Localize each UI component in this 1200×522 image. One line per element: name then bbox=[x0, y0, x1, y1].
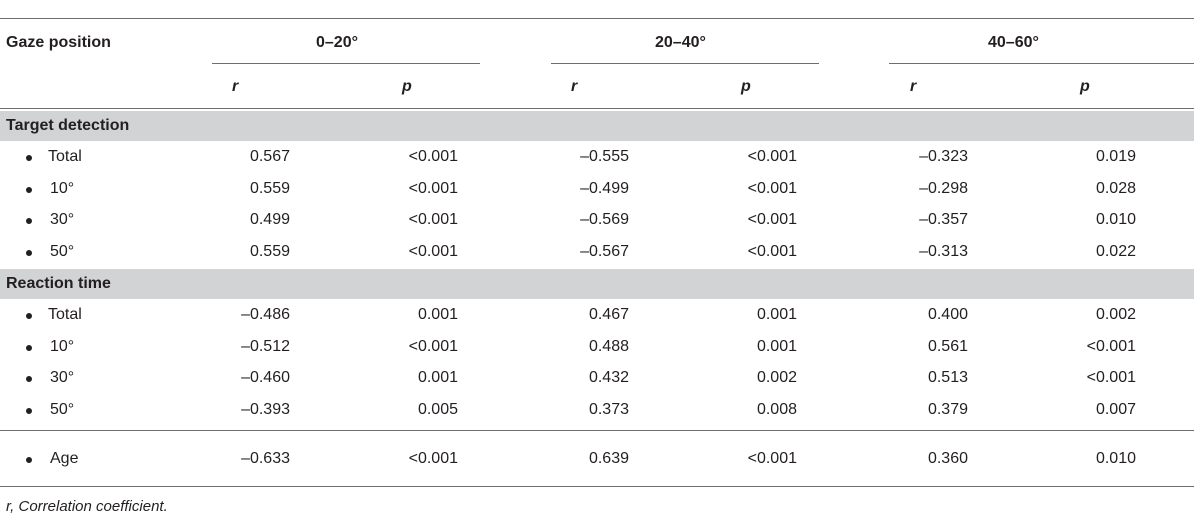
cell-r-40-60: 0.400 bbox=[927, 306, 968, 323]
cell-p-40-60: 0.010 bbox=[1095, 211, 1136, 228]
cell-r-0-20: –0.633 bbox=[241, 450, 290, 467]
cell-p-0-20: <0.001 bbox=[408, 211, 458, 228]
cell-r-40-60: –0.298 bbox=[919, 180, 968, 197]
cell-r-0-20: 0.567 bbox=[249, 148, 290, 165]
cell-p-0-20: <0.001 bbox=[408, 180, 458, 197]
cell-p-20-40: <0.001 bbox=[747, 180, 797, 197]
cell-p-40-60: 0.022 bbox=[1095, 243, 1136, 260]
bullet-icon bbox=[26, 457, 32, 463]
age-separator-rule bbox=[0, 430, 1194, 431]
cell-r-20-40: –0.555 bbox=[580, 148, 629, 165]
table-row bbox=[0, 300, 1194, 331]
cell-r-40-60: –0.357 bbox=[919, 211, 968, 228]
bullet-icon bbox=[26, 187, 32, 193]
cell-r-0-20: –0.393 bbox=[241, 401, 290, 418]
cell-r-40-60: –0.323 bbox=[919, 148, 968, 165]
cell-r-40-60: 0.360 bbox=[927, 450, 968, 467]
cell-p-40-60: 0.007 bbox=[1095, 401, 1136, 418]
table-row bbox=[0, 363, 1194, 394]
table-row-age bbox=[0, 444, 1194, 475]
subheader-p: p bbox=[1080, 78, 1090, 95]
table-top-rule bbox=[0, 18, 1194, 19]
cell-r-0-20: 0.499 bbox=[249, 211, 290, 228]
cell-p-0-20: <0.001 bbox=[408, 243, 458, 260]
subheader-r: r bbox=[910, 78, 917, 95]
subheader-r: r bbox=[232, 78, 239, 95]
header-group-20-40: 20–40° bbox=[655, 34, 706, 51]
cell-p-20-40: <0.001 bbox=[747, 450, 797, 467]
header-group-40-60: 40–60° bbox=[988, 34, 1039, 51]
cell-r-0-20: 0.559 bbox=[249, 243, 290, 260]
row-label: 30° bbox=[50, 211, 75, 228]
bullet-icon bbox=[26, 376, 32, 382]
cell-p-40-60: 0.028 bbox=[1095, 180, 1136, 197]
header-gaze-position: Gaze position bbox=[6, 34, 111, 51]
cell-p-0-20: 0.001 bbox=[417, 369, 458, 386]
cell-r-0-20: –0.486 bbox=[241, 306, 290, 323]
group-underline-20-40 bbox=[551, 63, 819, 64]
cell-p-40-60: <0.001 bbox=[1086, 338, 1136, 355]
cell-p-20-40: <0.001 bbox=[747, 148, 797, 165]
row-label: Age bbox=[50, 450, 79, 467]
cell-r-20-40: 0.639 bbox=[588, 450, 629, 467]
cell-p-40-60: 0.019 bbox=[1095, 148, 1136, 165]
cell-r-40-60: 0.561 bbox=[927, 338, 968, 355]
cell-p-0-20: 0.005 bbox=[417, 401, 458, 418]
table-row bbox=[0, 332, 1194, 363]
bullet-icon bbox=[26, 313, 32, 319]
cell-p-40-60: 0.010 bbox=[1095, 450, 1136, 467]
row-label: 50° bbox=[50, 243, 75, 260]
row-label: 10° bbox=[50, 180, 75, 197]
subheader-p: p bbox=[402, 78, 412, 95]
row-label: Total bbox=[48, 148, 82, 165]
cell-r-20-40: 0.488 bbox=[588, 338, 629, 355]
section-band-target-detection bbox=[0, 111, 1194, 141]
bullet-icon bbox=[26, 218, 32, 224]
cell-r-0-20: –0.460 bbox=[241, 369, 290, 386]
bullet-icon bbox=[26, 155, 32, 161]
cell-r-20-40: –0.567 bbox=[580, 243, 629, 260]
cell-p-20-40: <0.001 bbox=[747, 211, 797, 228]
cell-p-0-20: 0.001 bbox=[417, 306, 458, 323]
cell-r-0-20: 0.559 bbox=[249, 180, 290, 197]
row-label: Total bbox=[48, 306, 82, 323]
group-underline-40-60 bbox=[889, 63, 1194, 64]
table-footnote: r, Correlation coefficient. bbox=[6, 498, 168, 515]
cell-r-20-40: –0.499 bbox=[580, 180, 629, 197]
subheader-r: r bbox=[571, 78, 578, 95]
cell-p-40-60: 0.002 bbox=[1095, 306, 1136, 323]
cell-p-0-20: <0.001 bbox=[408, 338, 458, 355]
row-label: 50° bbox=[50, 401, 75, 418]
cell-p-20-40: 0.001 bbox=[756, 306, 797, 323]
cell-p-20-40: 0.002 bbox=[756, 369, 797, 386]
cell-p-0-20: <0.001 bbox=[408, 450, 458, 467]
table-row bbox=[0, 237, 1194, 268]
header-group-0-20: 0–20° bbox=[316, 34, 358, 51]
section-title-reaction-time: Reaction time bbox=[6, 275, 111, 292]
cell-r-20-40: 0.467 bbox=[588, 306, 629, 323]
cell-p-40-60: <0.001 bbox=[1086, 369, 1136, 386]
table-row bbox=[0, 395, 1194, 426]
cell-r-40-60: 0.379 bbox=[927, 401, 968, 418]
section-title-target-detection: Target detection bbox=[6, 117, 130, 134]
cell-p-20-40: 0.008 bbox=[756, 401, 797, 418]
table-row bbox=[0, 205, 1194, 236]
section-band-reaction-time bbox=[0, 269, 1194, 299]
cell-r-40-60: 0.513 bbox=[927, 369, 968, 386]
bullet-icon bbox=[26, 345, 32, 351]
cell-r-20-40: 0.432 bbox=[588, 369, 629, 386]
cell-r-40-60: –0.313 bbox=[919, 243, 968, 260]
cell-r-20-40: –0.569 bbox=[580, 211, 629, 228]
group-underline-0-20 bbox=[212, 63, 480, 64]
cell-p-20-40: <0.001 bbox=[747, 243, 797, 260]
table-row bbox=[0, 174, 1194, 205]
cell-p-0-20: <0.001 bbox=[408, 148, 458, 165]
row-label: 30° bbox=[50, 369, 75, 386]
cell-r-0-20: –0.512 bbox=[241, 338, 290, 355]
cell-p-20-40: 0.001 bbox=[756, 338, 797, 355]
table-row bbox=[0, 142, 1194, 173]
bullet-icon bbox=[26, 408, 32, 414]
row-label: 10° bbox=[50, 338, 75, 355]
cell-r-20-40: 0.373 bbox=[588, 401, 629, 418]
table-bottom-rule bbox=[0, 486, 1194, 487]
subheader-p: p bbox=[741, 78, 751, 95]
header-bottom-rule bbox=[0, 108, 1194, 109]
bullet-icon bbox=[26, 250, 32, 256]
